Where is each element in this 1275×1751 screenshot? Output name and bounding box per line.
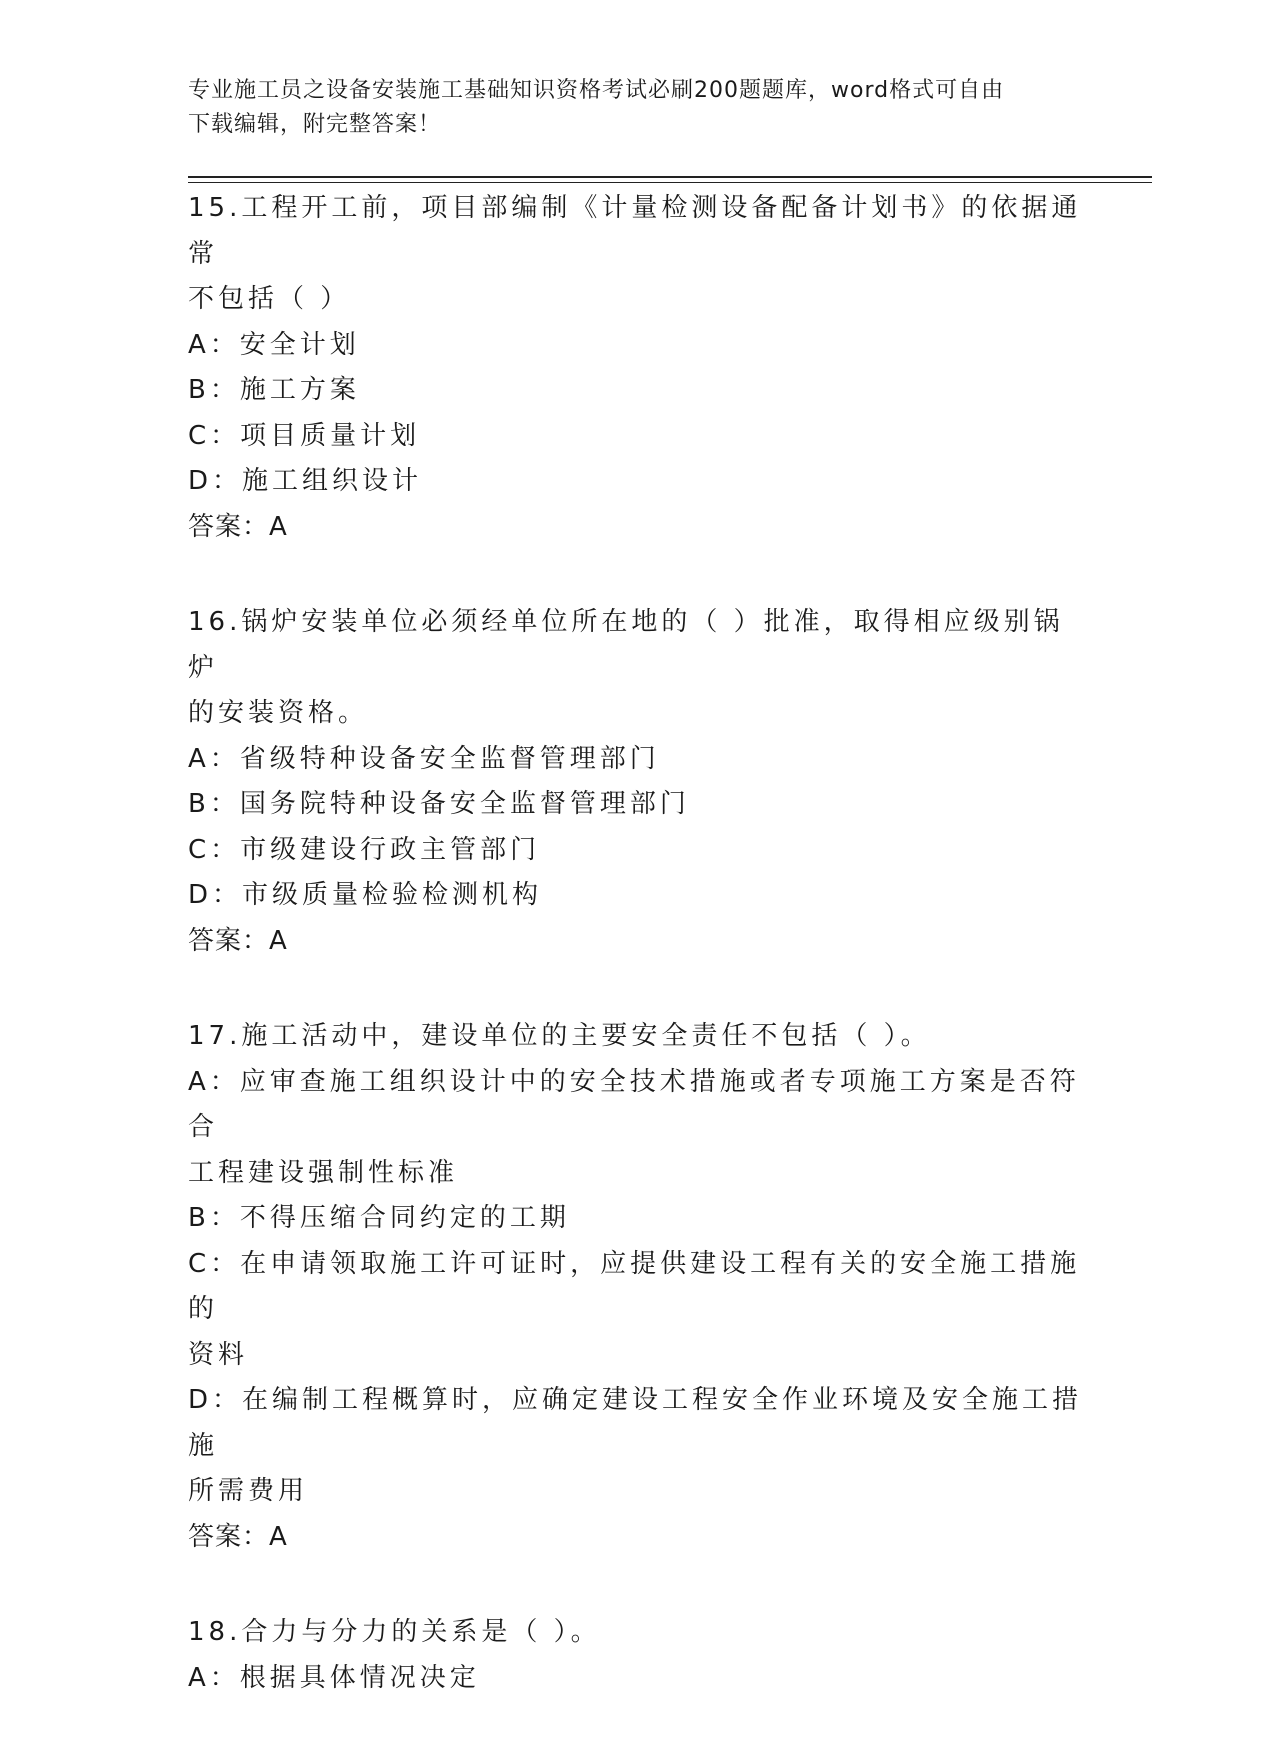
option-a-continued: 工程建设强制性标准	[188, 1157, 459, 1188]
header-rule-thin	[188, 182, 1152, 183]
question-17	[188, 1014, 1088, 1560]
option-b: B：施工方案	[188, 375, 360, 405]
option-c: C：项目质量计划	[188, 420, 421, 451]
question-16	[188, 600, 1088, 964]
option-c: C：在申请领取施工许可证时，应提供建设工程有关的安全施工措施的	[188, 1248, 1081, 1324]
question-15	[188, 186, 1088, 550]
option-c-continued: 资料	[188, 1339, 249, 1370]
option-a: A：根据具体情况决定	[188, 1662, 480, 1693]
answer-label: 答案：A	[188, 925, 288, 956]
header-line-1: 专业施工员之设备安装施工基础知识资格考试必刷200题题库，word格式可自由	[188, 78, 1005, 103]
option-a: A：省级特种设备安全监督管理部门	[188, 743, 660, 774]
question-stem-line: 的安装资格。	[188, 698, 369, 728]
question-list	[188, 186, 1088, 1751]
question-18	[188, 1610, 1088, 1701]
option-d: D：施工组织设计	[188, 466, 423, 496]
option-d: D：市级质量检验检测机构	[188, 880, 543, 910]
header-line-2: 下载编辑，附完整答案！	[188, 112, 442, 137]
question-stem-line: 17.施工活动中，建设单位的主要安全责任不包括（ ）。	[188, 1021, 931, 1051]
document-header	[188, 74, 1088, 142]
option-a: A：安全计划	[188, 329, 360, 360]
option-b: B：国务院特种设备安全监督管理部门	[188, 789, 690, 819]
header-rule-thick	[188, 176, 1152, 178]
answer-label: 答案：A	[188, 1521, 288, 1552]
option-d-continued: 所需费用	[188, 1476, 309, 1506]
question-stem-line: 15.工程开工前，项目部编制《计量检测设备配备计划书》的依据通常	[188, 193, 1082, 269]
question-stem-line: 18.合力与分力的关系是（ ）。	[188, 1617, 601, 1647]
answer-label: 答案：A	[188, 511, 288, 542]
option-c: C：市级建设行政主管部门	[188, 834, 541, 865]
question-stem-line: 不包括（ ）	[188, 284, 351, 314]
option-a: A：应审查施工组织设计中的安全技术措施或者专项施工方案是否符合	[188, 1066, 1080, 1142]
option-d: D：在编制工程概算时，应确定建设工程安全作业环境及安全施工措施	[188, 1385, 1083, 1461]
question-stem-line: 16.锅炉安装单位必须经单位所在地的（ ）批准，取得相应级别锅炉	[188, 607, 1064, 683]
option-b: B：不得压缩合同约定的工期	[188, 1203, 570, 1233]
